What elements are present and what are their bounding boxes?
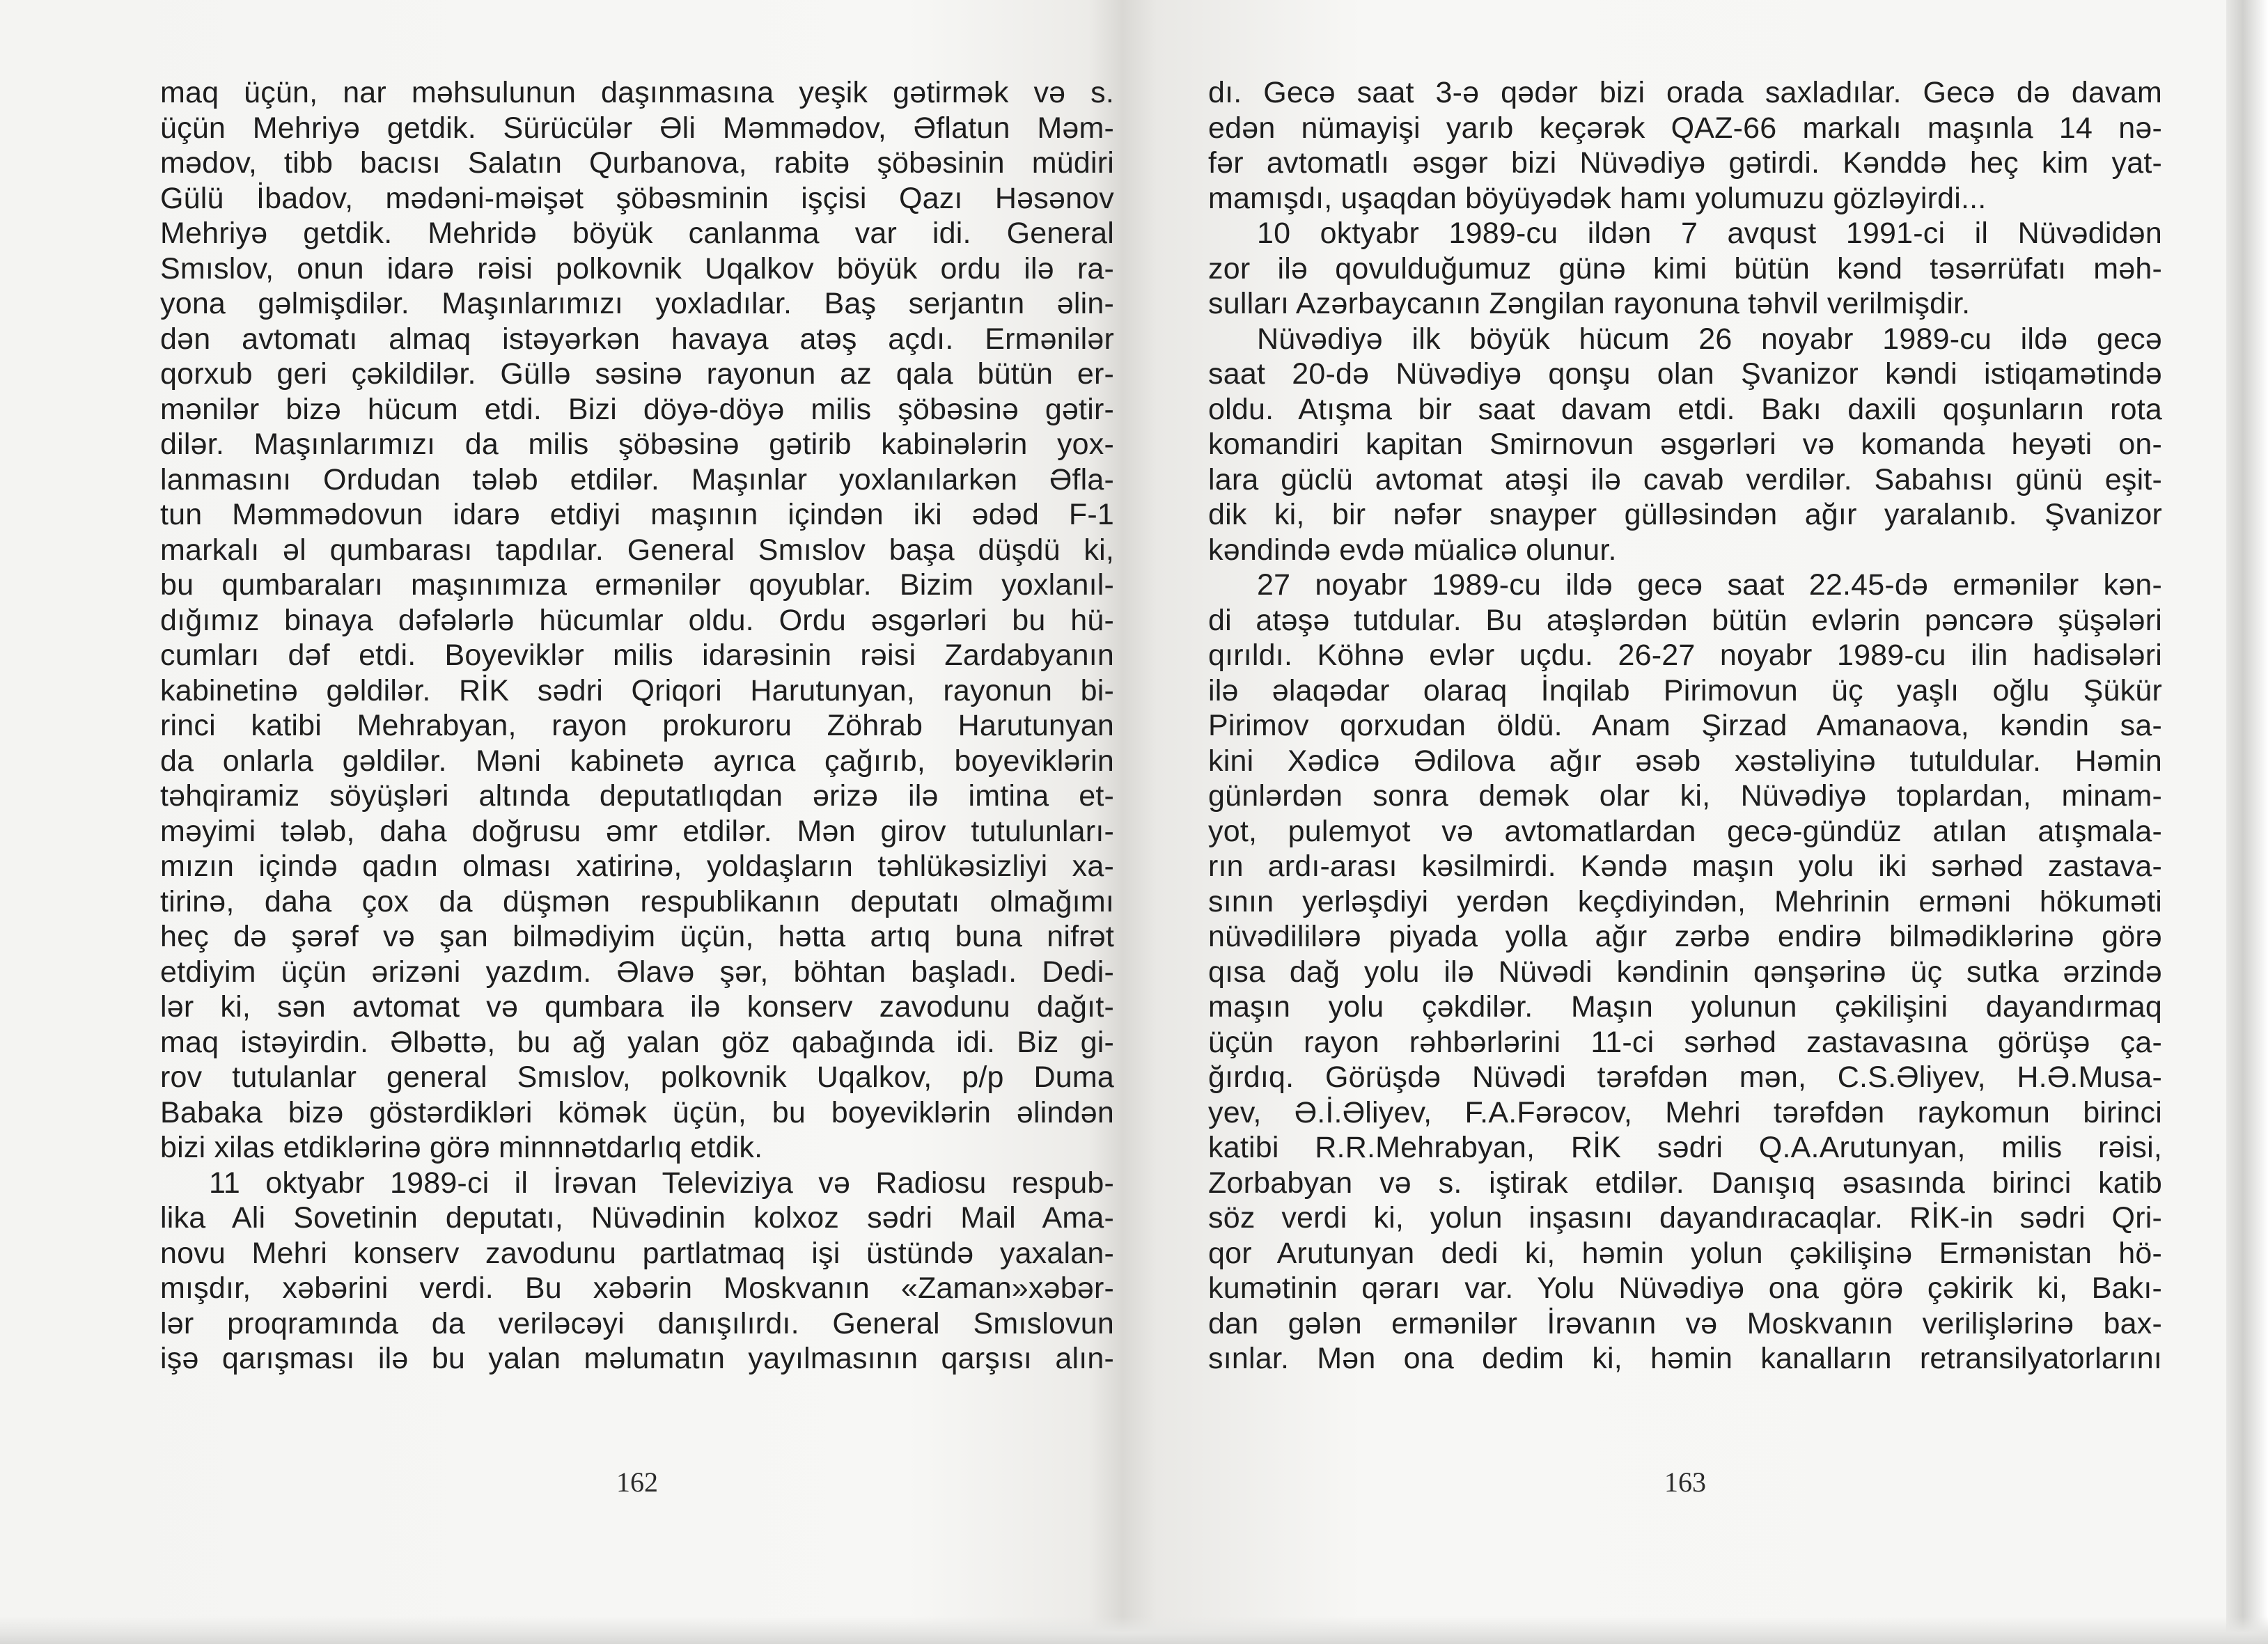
right-line-19: Pirimov qorxudan öldü. Anam Şirzad Amanaova, kəndin sa- bbox=[1208, 709, 2162, 742]
right-line-30: yev, Ə.İ.Əliyev, F.A.Fərəcov, Mehri tərəfdən raykomun birinci bbox=[1208, 1095, 2162, 1129]
left-page-body bbox=[160, 75, 1114, 1377]
left-line-31: bizi xilas etdiklərinə görə minnnətdarlıq etdik. bbox=[160, 1131, 763, 1164]
left-line-30: Babaka bizə göstərdikləri kömək üçün, bu boyeviklərin əlindən bbox=[160, 1095, 1114, 1129]
left-line-2: üçün Mehriyə getdik. Sürücülər Əli Məmmədov, Əflatun Məm- bbox=[160, 111, 1114, 145]
right-line-10: oldu. Atışma bir saat davam etdi. Bakı daxili qoşunların rota bbox=[1208, 392, 2162, 426]
right-line-6: zor ilə qovulduğumuz günə kimi bütün kənd təsərrüfatı məh- bbox=[1208, 251, 2162, 285]
left-line-14: markalı əl qumbarası tapdılar. General Smıslov başa düşdü ki, bbox=[160, 533, 1114, 567]
left-line-34: novu Mehri konserv zavodunu partlatmaq işi üstündə yaxalan- bbox=[160, 1236, 1114, 1270]
right-line-23: rın ardı-arası kəsilmirdi. Kəndə maşın yolu iki sərhəd zastava- bbox=[1208, 850, 2162, 883]
right-line-3: fər avtomatlı əsgər bizi Nüvədiyə gətirdi. Kənddə heç kim yat- bbox=[1208, 146, 2162, 180]
left-line-4: Gülü İbadov, mədəni-məişət şöbəsminin işçisi Qazı Həsənov bbox=[160, 181, 1114, 215]
left-line-15: bu qumbaraları maşınımıza ermənilər qoyublar. Bizim yoxlanıl- bbox=[160, 568, 1114, 602]
right-line-27: maşın yolu çəkdilər. Maşın yolunun çəkilişini dayandırmaq bbox=[1208, 990, 2162, 1024]
right-line-37: sınlar. Mən ona dedim ki, həmin kanalların retransilyatorlarını bbox=[1208, 1342, 2162, 1375]
right-line-33: söz verdi ki, yolun inşasını dayandıracaqlar. RİK-in sədri Qri- bbox=[1208, 1201, 2162, 1235]
right-line-29: ğırdıq. Görüşdə Nüvədi tərəfdən mən, C.S.Əliyev, H.Ə.Musa- bbox=[1208, 1060, 2162, 1094]
left-line-3: mədov, tibb bacısı Salatın Qurbanova, rabitə şöbəsinin müdiri bbox=[160, 146, 1114, 180]
right-line-20: kini Xədicə Ədilova ağır əsəb xəstəliyinə tutuldular. Həmin bbox=[1208, 744, 2162, 778]
left-line-9: qorxub geri çəkildilər. Güllə səsinə rayonun az qala bütün er- bbox=[160, 357, 1114, 391]
right-line-15: 27 noyabr 1989-cu ildə gecə saat 22.45-də ermənilər kən- bbox=[1257, 568, 2162, 602]
left-line-18: kabinetinə gəldilər. RİK sədri Qriqori Harutunyan, rayonun bi- bbox=[160, 673, 1114, 707]
left-line-22: məyimi tələb, daha doğrusu əmr etdilər. Mən girov tutulunları- bbox=[160, 814, 1114, 848]
right-line-4: mamışdı, uşaqdan böyüyədək hamı yolumuzu gözləyirdi... bbox=[1208, 181, 1987, 215]
left-line-29: rov tutulanlar general Smıslov, polkovnik Uqalkov, p/p Duma bbox=[160, 1060, 1114, 1094]
left-page-number: 162 bbox=[616, 1466, 658, 1498]
right-page-number: 163 bbox=[1664, 1466, 1706, 1498]
right-line-14: kəndində evdə müalicə olunur. bbox=[1208, 533, 1617, 567]
right-line-9: saat 20-də Nüvədiyə qonşu olan Şvanizor kəndi istiqamətində bbox=[1208, 357, 2162, 391]
right-line-25: nüvədililərə piyada yolla ağır zərbə endirə bilmədiklərinə görə bbox=[1208, 920, 2162, 953]
right-line-2: edən nümayişi yarıb keçərək QAZ-66 markalı maşınla 14 nə- bbox=[1208, 111, 2162, 145]
right-line-34: qor Arutunyan dedi ki, həmin yolun çəkilişinə Ermənistan hö- bbox=[1208, 1236, 2162, 1270]
left-line-13: tun Məmmədovun idarə etdiyi maşının içindən iki ədəd F-1 bbox=[160, 498, 1114, 531]
left-line-12: lanmasını Ordudan tələb etdilər. Maşınlar yoxlanılarkən Əfla- bbox=[160, 462, 1114, 496]
left-line-8: dən avtomatı almaq istəyərkən havaya atəş açdı. Ermənilər bbox=[160, 322, 1114, 356]
right-line-12: lara güclü avtomat atəşi ilə cavab verdilər. Sabahısı günü eşit- bbox=[1208, 462, 2162, 496]
right-line-26: qısa dağ yolu ilə Nüvədi kəndinin qənşərinə üç sutka ərzində bbox=[1208, 955, 2162, 989]
scan-edge-bottom bbox=[0, 1616, 2268, 1644]
right-line-8: Nüvədiyə ilk böyük hücum 26 noyabr 1989-cu ildə gecə bbox=[1257, 322, 2162, 356]
left-line-26: etdiyim üçün ərizəni yazdım. Əlavə şər, böhtan başladı. Dedi- bbox=[160, 955, 1114, 989]
left-line-6: Smıslov, onun idarə rəisi polkovnik Uqalkov böyük ordu ilə ra- bbox=[160, 251, 1114, 285]
left-line-20: da onlarla gəldilər. Məni kabinetə ayrıca çağırıb, boyeviklərin bbox=[160, 744, 1114, 778]
left-line-23: mızın içində qadın olması xatirinə, yoldaşların təhlükəsizliyi xa- bbox=[160, 850, 1114, 883]
right-line-18: ilə əlaqədar olaraq İnqilab Pirimovun üç yaşlı oğlu Şükür bbox=[1208, 673, 2162, 707]
right-line-36: dan gələn ermənilər İrəvanın və Moskvanın verilişlərinə bax- bbox=[1208, 1306, 2162, 1340]
left-line-24: tirinə, daha çox da düşmən respublikanın deputatı olmağımı bbox=[160, 884, 1114, 918]
left-line-33: lika Ali Sovetinin deputatı, Nüvədinin kolxoz sədri Mail Ama- bbox=[160, 1201, 1114, 1235]
right-line-32: Zorbabyan və s. iştirak etdilər. Danışıq əsasında birinci katib bbox=[1208, 1166, 2162, 1200]
left-line-27: lər ki, sən avtomat və qumbara ilə konserv zavodunu dağıt- bbox=[160, 990, 1114, 1024]
right-line-13: dik ki, bir nəfər snayper gülləsindən ağır yaralanıb. Şvanizor bbox=[1208, 498, 2162, 531]
right-line-1: dı. Gecə saat 3-ə qədər bizi orada saxladılar. Gecə də davam bbox=[1208, 76, 2162, 109]
right-line-11: komandiri kapitan Smirnovun əsgərləri və komanda heyəti on- bbox=[1208, 428, 2162, 461]
right-line-28: üçün rayon rəhbərlərini 11-ci sərhəd zastavasına görüşə ça- bbox=[1208, 1025, 2162, 1059]
right-line-35: kumətinin qərarı var. Yolu Nüvədiyə ona görə çəkirik ki, Bakı- bbox=[1208, 1271, 2162, 1305]
left-line-1: maq üçün, nar məhsulunun daşınmasına yeşik gətirmək və s. bbox=[160, 76, 1114, 109]
left-line-35: mışdır, xəbərini verdi. Bu xəbərin Moskvanın «Zaman»xəbər- bbox=[160, 1271, 1114, 1305]
left-line-19: rinci katibi Mehrabyan, rayon prokuroru Zöhrab Harutunyan bbox=[160, 709, 1114, 742]
left-line-5: Mehriyə getdik. Mehridə böyük canlanma var idi. General bbox=[160, 217, 1114, 250]
right-line-16: di atəşə tutdular. Bu atəşlərdən bütün evlərin pəncərə şüşələri bbox=[1208, 603, 2162, 637]
left-line-7: yona gəlmişdilər. Maşınlarımızı yoxladılar. Baş serjantın əlin- bbox=[160, 287, 1114, 320]
right-line-22: yot, pulemyot və avtomatlardan gecə-gündüz atılan atışmala- bbox=[1208, 814, 2162, 848]
left-line-10: mənilər bizə hücum etdi. Bizi döyə-döyə milis şöbəsinə gətir- bbox=[160, 392, 1114, 426]
left-line-16: dığımız binaya dəfələrlə hücumlar oldu. Ordu əsgərləri bu hü- bbox=[160, 603, 1114, 637]
right-page-body bbox=[1208, 75, 2162, 1377]
left-line-37: işə qarışması ilə bu yalan məlumatın yayılmasının qarşısı alın- bbox=[160, 1342, 1114, 1375]
right-line-7: sulları Azərbaycanın Zəngilan rayonuna təhvil verilmişdir. bbox=[1208, 287, 1971, 320]
right-line-31: katibi R.R.Mehrabyan, RİK sədri Q.A.Arutunyan, milis rəisi, bbox=[1208, 1131, 2162, 1164]
left-line-21: təhqiramiz söyüşləri altında deputatlıqdan ərizə ilə imtina et- bbox=[160, 779, 1114, 813]
left-line-36: lər proqramında da veriləcəyi danışılırdı. General Smıslovun bbox=[160, 1306, 1114, 1340]
right-line-21: günlərdən sonra demək olar ki, Nüvədiyə toplardan, minam- bbox=[1208, 779, 2162, 813]
scan-edge-right bbox=[2226, 0, 2268, 1644]
right-line-17: qırıldı. Köhnə evlər uçdu. 26-27 noyabr 1989-cu ilin hadisələri bbox=[1208, 639, 2162, 672]
left-line-17: cumları dəf etdi. Boyeviklər milis idarəsinin rəisi Zardabyanın bbox=[160, 639, 1114, 672]
right-line-5: 10 oktyabr 1989-cu ildən 7 avqust 1991-ci il Nüvədidən bbox=[1257, 217, 2162, 250]
left-line-25: heç də şərəf və şan bilmədiyim üçün, hətta artıq buna nifrət bbox=[160, 920, 1114, 953]
left-line-11: dilər. Maşınlarımızı da milis şöbəsinə gətirib kabinələrin yox- bbox=[160, 428, 1114, 461]
left-line-28: maq istəyirdin. Əlbəttə, bu ağ yalan göz qabağında idi. Biz gi- bbox=[160, 1025, 1114, 1059]
left-line-32: 11 oktyabr 1989-ci il İrəvan Televiziya və Radiosu respub- bbox=[209, 1166, 1114, 1200]
right-line-24: sının yerləşdiyi yerdən keçdiyindən, Mehrinin erməni hökuməti bbox=[1208, 884, 2162, 918]
